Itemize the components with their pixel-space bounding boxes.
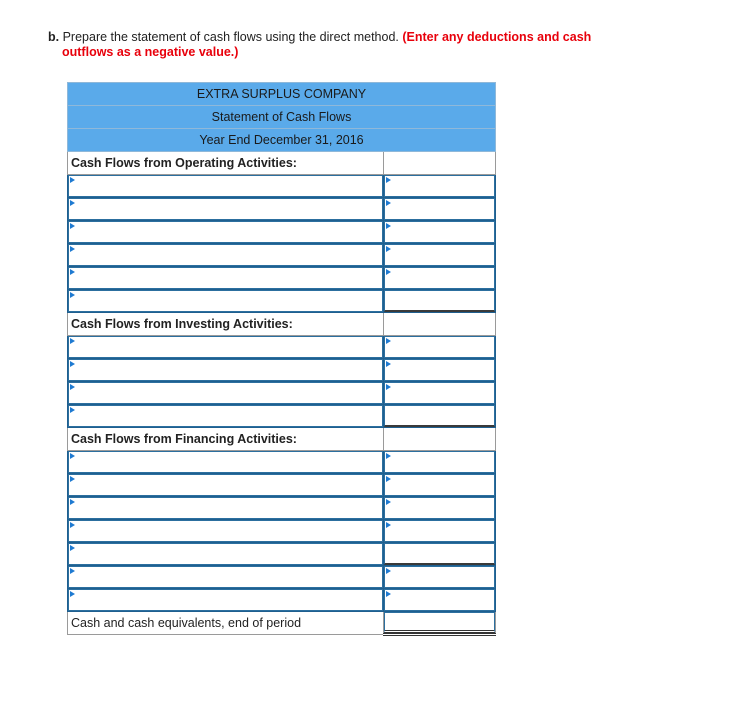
operating-amount-input-4[interactable] (384, 244, 495, 266)
instruction-text: Prepare the statement of cash flows using the direct method. (62, 30, 399, 44)
dropdown-marker-icon (70, 545, 75, 551)
investing-amount-input-1[interactable] (384, 336, 495, 358)
dropdown-marker-icon (386, 568, 391, 574)
investing-section-amount (384, 313, 496, 336)
dropdown-marker-icon (70, 453, 75, 459)
investing-total-row (68, 405, 496, 428)
instructions (48, 30, 668, 60)
operating-total-select[interactable] (68, 290, 383, 312)
operating-total-row (68, 290, 496, 313)
operating-total-input[interactable] (384, 290, 495, 312)
header-row-company (68, 83, 496, 106)
investing-item-select-1[interactable] (68, 336, 383, 358)
header-row-statement (68, 106, 496, 129)
dropdown-marker-icon (70, 522, 75, 528)
ending-cash-label: Cash and cash equivalents, end of period (68, 612, 384, 635)
operating-amount-input-1[interactable] (384, 175, 495, 197)
investing-row-2 (68, 359, 496, 382)
operating-amount-input-3[interactable] (384, 221, 495, 243)
dropdown-marker-icon (70, 269, 75, 275)
operating-item-select-3[interactable] (68, 221, 383, 243)
dropdown-marker-icon (386, 499, 391, 505)
financing-row-3 (68, 497, 496, 520)
financing-item-select-3[interactable] (68, 497, 383, 519)
financing-section-amount (384, 428, 496, 451)
statement-period: Year End December 31, 2016 (68, 129, 496, 152)
financing-section-label: Cash Flows from Financing Activities: (68, 428, 384, 451)
net-change-row-2 (68, 589, 496, 612)
operating-amount-input-5[interactable] (384, 267, 495, 289)
dropdown-marker-icon (386, 361, 391, 367)
dropdown-marker-icon (386, 200, 391, 206)
net-change-input-2[interactable] (384, 589, 495, 611)
dropdown-marker-icon (70, 361, 75, 367)
dropdown-marker-icon (386, 246, 391, 252)
part-letter: b. (48, 30, 60, 44)
operating-section-row (68, 152, 496, 175)
dropdown-marker-icon (386, 522, 391, 528)
dropdown-marker-icon (70, 338, 75, 344)
dropdown-marker-icon (386, 591, 391, 597)
dropdown-marker-icon (386, 338, 391, 344)
dropdown-marker-icon (70, 223, 75, 229)
header-row-period (68, 129, 496, 152)
financing-total-input[interactable] (384, 543, 495, 565)
financing-amount-input-1[interactable] (384, 451, 495, 473)
dropdown-marker-icon (70, 591, 75, 597)
operating-section-amount (384, 152, 496, 175)
net-change-select-2[interactable] (68, 589, 383, 611)
investing-amount-input-3[interactable] (384, 382, 495, 404)
financing-amount-input-2[interactable] (384, 474, 495, 496)
operating-row-1 (68, 175, 496, 198)
dropdown-marker-icon (386, 177, 391, 183)
investing-section-row (68, 313, 496, 336)
dropdown-marker-icon (70, 246, 75, 252)
financing-row-2 (68, 474, 496, 497)
investing-row-1 (68, 336, 496, 359)
dropdown-marker-icon (70, 568, 75, 574)
operating-item-select-4[interactable] (68, 244, 383, 266)
investing-total-select[interactable] (68, 405, 383, 427)
ending-cash-cell (384, 612, 496, 635)
financing-amount-input-3[interactable] (384, 497, 495, 519)
operating-row-3 (68, 221, 496, 244)
dropdown-marker-icon (70, 384, 75, 390)
financing-row-1 (68, 451, 496, 474)
financing-row-4 (68, 520, 496, 543)
dropdown-marker-icon (386, 384, 391, 390)
dropdown-marker-icon (70, 177, 75, 183)
dropdown-marker-icon (70, 407, 75, 413)
net-change-select-1[interactable] (68, 566, 383, 588)
statement-title: Statement of Cash Flows (68, 106, 496, 129)
ending-cash-row (68, 612, 496, 635)
investing-item-select-3[interactable] (68, 382, 383, 404)
investing-section-label: Cash Flows from Investing Activities: (68, 313, 384, 336)
dropdown-marker-icon (386, 223, 391, 229)
dropdown-marker-icon (70, 200, 75, 206)
financing-item-select-4[interactable] (68, 520, 383, 542)
investing-amount-input-2[interactable] (384, 359, 495, 381)
net-change-row-1 (68, 566, 496, 589)
dropdown-marker-icon (70, 476, 75, 482)
dropdown-marker-icon (386, 453, 391, 459)
operating-row-5 (68, 267, 496, 290)
cash-flow-statement-table (67, 82, 496, 636)
financing-total-row (68, 543, 496, 566)
ending-cash-input[interactable] (384, 612, 495, 633)
dropdown-marker-icon (70, 292, 75, 298)
company-name: EXTRA SURPLUS COMPANY (68, 83, 496, 106)
financing-total-select[interactable] (68, 543, 383, 565)
dropdown-marker-icon (386, 269, 391, 275)
operating-item-select-5[interactable] (68, 267, 383, 289)
operating-item-select-1[interactable] (68, 175, 383, 197)
financing-item-select-1[interactable] (68, 451, 383, 473)
operating-amount-input-2[interactable] (384, 198, 495, 220)
operating-row-2 (68, 198, 496, 221)
investing-item-select-2[interactable] (68, 359, 383, 381)
dropdown-marker-icon (70, 499, 75, 505)
instruction-note-2: outflows as a negative value.) (62, 45, 239, 59)
instruction-note-1: (Enter any deductions and cash (402, 30, 592, 44)
operating-section-label: Cash Flows from Operating Activities: (68, 152, 384, 175)
investing-total-input[interactable] (384, 405, 495, 427)
operating-item-select-2[interactable] (68, 198, 383, 220)
investing-row-3 (68, 382, 496, 405)
financing-item-select-2[interactable] (68, 474, 383, 496)
dropdown-marker-icon (386, 476, 391, 482)
financing-section-row (68, 428, 496, 451)
operating-row-4 (68, 244, 496, 267)
net-change-input-1[interactable] (384, 566, 495, 588)
financing-amount-input-4[interactable] (384, 520, 495, 542)
